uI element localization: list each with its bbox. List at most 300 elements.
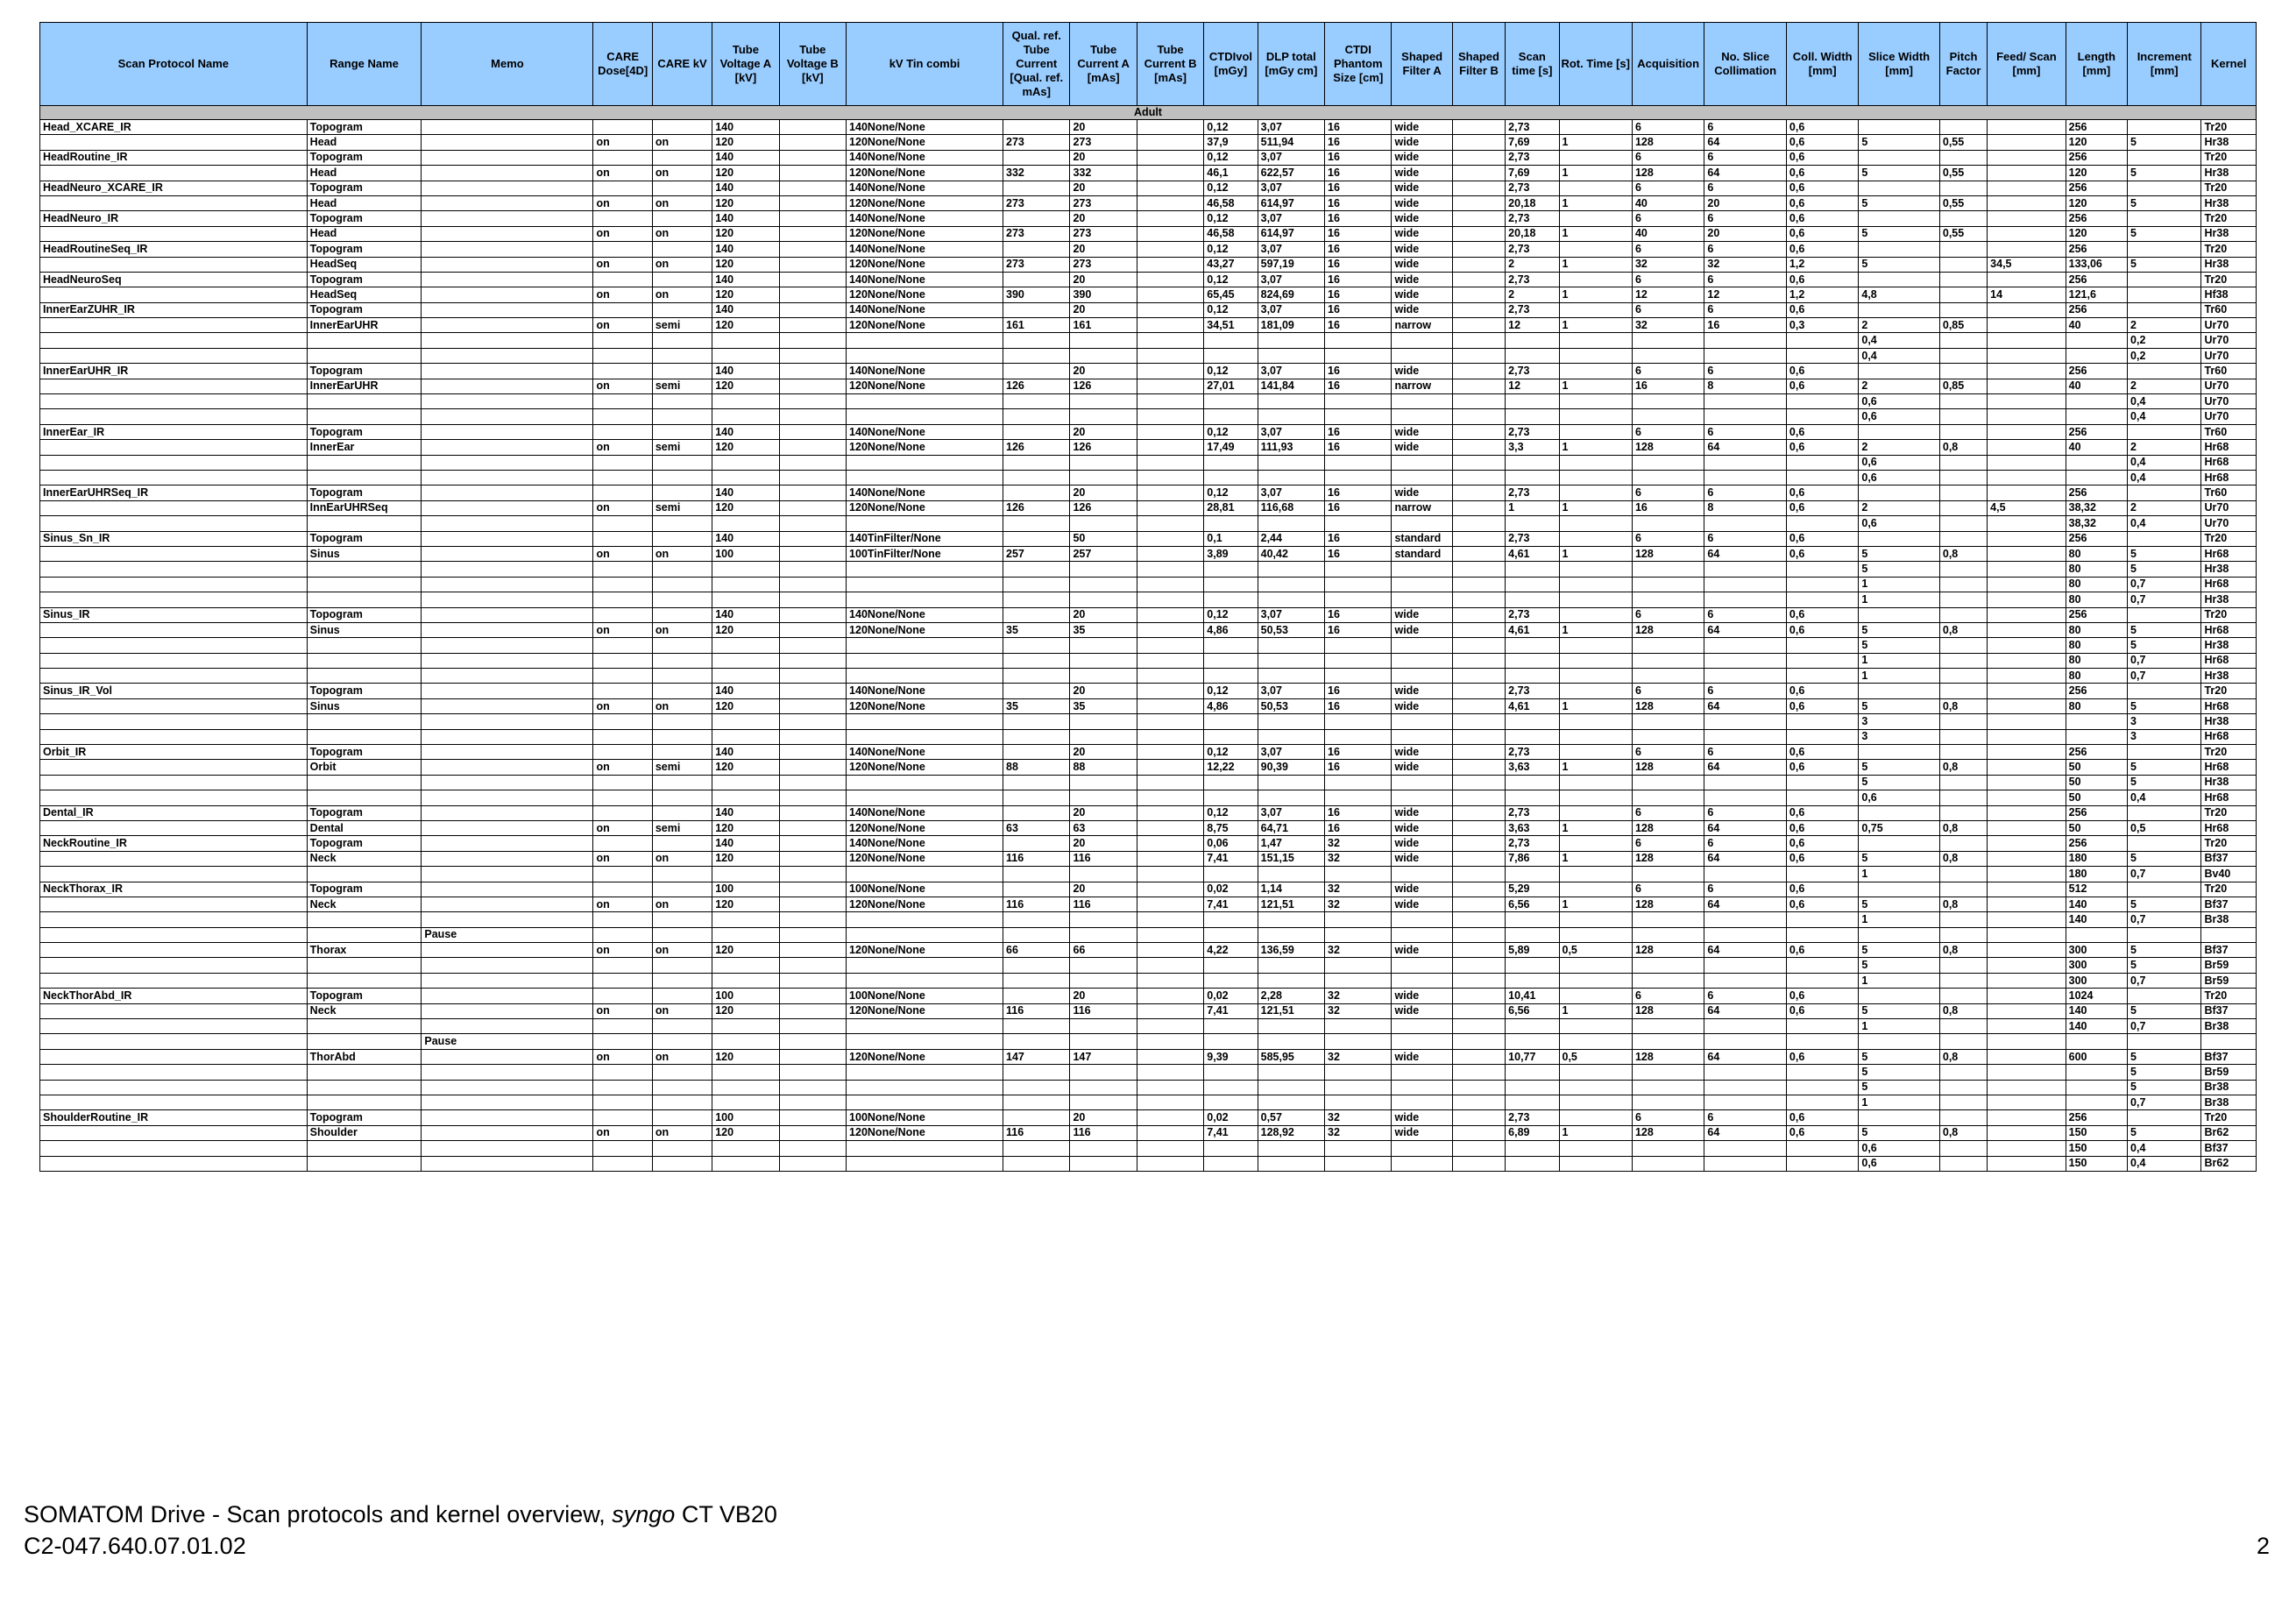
table-cell: 2,73 [1506,302,1559,317]
table-cell: wide [1392,135,1452,150]
table-cell [1070,1019,1137,1034]
table-cell: 116 [1070,851,1137,866]
table-cell: Ur70 [2201,394,2257,409]
table-cell: 0,6 [1786,805,1858,820]
table-cell: Neck [307,897,422,911]
table-cell: Hr68 [2201,546,2257,561]
table-cell: 1 [1559,379,1632,393]
table-cell [1988,882,2066,897]
table-cell [1003,805,1070,820]
table-cell [1070,775,1137,790]
table-cell: 32 [1325,943,1392,958]
table-cell: on [652,1003,712,1018]
table-cell [1632,1065,1704,1080]
table-cell: Orbit [307,760,422,775]
table-cell: 3,07 [1258,364,1324,379]
table-cell [1559,1065,1632,1080]
table-cell: 35 [1003,622,1070,637]
table-cell: 4,5 [1988,500,2066,515]
table-cell [652,882,712,897]
table-cell: 0,55 [1939,135,1987,150]
table-cell: 32 [1325,851,1392,866]
table-cell [1137,1125,1203,1140]
table-cell [1452,973,1505,988]
table-cell [1988,226,2066,241]
column-header: Coll. Width [mm] [1786,23,1858,106]
table-row [40,973,2257,988]
table-cell [1137,318,1203,333]
table-cell: 128 [1632,1049,1704,1064]
table-row [40,745,2257,760]
table-cell [1452,958,1505,973]
table-cell [1070,409,1137,424]
table-cell: Ur70 [2201,409,2257,424]
table-cell [422,1049,593,1064]
table-cell [779,1156,846,1171]
table-cell [1070,729,1137,744]
table-cell [1988,912,2066,927]
table-cell: 5 [2128,135,2201,150]
table-cell [1452,1003,1505,1018]
table-cell: 120 [712,1125,779,1140]
table-cell: 3,63 [1506,820,1559,835]
table-cell: 0,02 [1204,1110,1258,1125]
table-cell [1003,1141,1070,1156]
table-cell [1988,333,2066,348]
table-cell: 511,94 [1258,135,1324,150]
table-cell: 0,8 [1939,698,1987,713]
table-cell [779,485,846,500]
table-cell [1258,958,1324,973]
table-cell [1137,1080,1203,1095]
table-cell: 80 [2066,622,2127,637]
table-cell: 16 [1325,607,1392,622]
table-cell [1988,1095,2066,1110]
table-cell [1392,912,1452,927]
table-cell: 50 [2066,760,2127,775]
table-cell: 1 [1859,867,1940,882]
table-cell: 120 [712,500,779,515]
table-cell [1939,775,1987,790]
table-cell [1003,867,1070,882]
table-cell: 128 [1632,760,1704,775]
table-cell: 0,7 [2128,1095,2201,1110]
table-cell: 5 [2128,760,2201,775]
table-cell [1070,867,1137,882]
table-cell [2128,989,2201,1003]
table-cell [1704,562,1787,577]
table-cell [2066,455,2127,470]
table-cell: Hr68 [2201,470,2257,485]
table-cell [1988,989,2066,1003]
table-cell: 256 [2066,485,2127,500]
table-cell [1859,684,1940,698]
table-cell [1988,958,2066,973]
table-cell [1939,1156,1987,1171]
table-cell: 6 [1704,745,1787,760]
table-cell: on [593,440,652,455]
table-cell [1859,836,1940,851]
table-cell [422,424,593,439]
table-cell [1452,867,1505,882]
table-cell: HeadSeq [307,287,422,302]
table-cell: 0,06 [1204,836,1258,851]
table-cell [1452,912,1505,927]
table-cell: 2,73 [1506,364,1559,379]
table-cell [1939,272,1987,287]
table-cell: 126 [1070,440,1137,455]
table-cell [652,653,712,668]
table-cell [847,1156,1003,1171]
table-cell: 1,47 [1258,836,1324,851]
table-cell [1632,714,1704,729]
table-cell [1988,927,2066,942]
table-cell: Hr38 [2201,257,2257,272]
table-cell [1704,1141,1787,1156]
table-cell: Topogram [307,150,422,165]
table-cell: Bf37 [2201,897,2257,911]
table-cell [1452,622,1505,637]
table-cell [1137,166,1203,181]
table-cell [1137,943,1203,958]
table-cell: 256 [2066,150,2127,165]
table-cell: 6 [1632,424,1704,439]
table-cell: 16 [1325,500,1392,515]
table-cell: 128 [1632,440,1704,455]
table-cell: 5 [1859,760,1940,775]
table-cell [1258,973,1324,988]
table-cell [1137,272,1203,287]
table-cell: 120None/None [847,1049,1003,1064]
table-cell [847,577,1003,592]
table-cell: Orbit_IR [40,745,308,760]
table-cell: 140 [712,181,779,195]
table-cell [1204,1065,1258,1080]
table-cell [779,1125,846,1140]
table-cell [779,882,846,897]
table-row [40,470,2257,485]
table-cell: 80 [2066,546,2127,561]
table-cell [1786,775,1858,790]
table-cell [1939,470,1987,485]
table-cell [1325,669,1392,684]
table-cell [1939,1141,1987,1156]
table-cell: 0,4 [2128,790,2201,805]
table-cell: 5 [2128,546,2201,561]
column-header: CARE Dose[4D] [593,23,652,106]
table-cell [1939,150,1987,165]
column-header: Scan Protocol Name [40,23,308,106]
table-cell: 2 [2128,379,2201,393]
table-cell: 40 [1632,195,1704,210]
table-cell [1392,577,1452,592]
table-cell [40,760,308,775]
table-cell: 0,8 [1939,943,1987,958]
table-cell [40,166,308,181]
table-cell: 120 [712,379,779,393]
table-cell: 2,73 [1506,745,1559,760]
table-cell [712,653,779,668]
table-cell: 0,6 [1786,607,1858,622]
table-cell: 16 [1325,318,1392,333]
table-cell: 35 [1070,698,1137,713]
table-cell [1452,653,1505,668]
table-row [40,592,2257,607]
column-header: Length [mm] [2066,23,2127,106]
table-cell [1325,638,1392,653]
table-cell: Topogram [307,242,422,257]
table-cell: 257 [1070,546,1137,561]
table-cell [1632,790,1704,805]
table-cell [40,714,308,729]
table-cell [1392,409,1452,424]
table-cell [2128,181,2201,195]
table-cell [712,1095,779,1110]
table-cell: 140 [712,805,779,820]
table-cell [1452,546,1505,561]
table-cell: 2,44 [1258,531,1324,546]
table-cell: Hr68 [2201,820,2257,835]
table-cell [422,745,593,760]
table-cell [1392,1065,1452,1080]
table-row [40,1125,2257,1140]
table-cell [422,120,593,135]
table-cell: 622,57 [1258,166,1324,181]
table-cell [1003,272,1070,287]
table-cell [593,1156,652,1171]
table-cell [652,684,712,698]
table-cell [1003,1019,1070,1034]
table-cell [1939,745,1987,760]
table-cell [307,653,422,668]
table-cell: 128 [1632,135,1704,150]
table-cell [1452,1065,1505,1080]
table-cell: wide [1392,760,1452,775]
table-cell [779,166,846,181]
table-cell: 64 [1704,1003,1787,1018]
table-row [40,897,2257,911]
table-cell [1258,1141,1324,1156]
table-cell: 1 [1559,318,1632,333]
table-cell [1003,1110,1070,1125]
table-cell [779,805,846,820]
table-cell: 0,7 [2128,653,2201,668]
table-cell [1452,302,1505,317]
table-cell: on [652,546,712,561]
table-cell: 3,07 [1258,181,1324,195]
table-cell: 0,12 [1204,302,1258,317]
table-cell: 120 [712,760,779,775]
table-cell: 0,4 [1859,348,1940,363]
table-cell [1939,638,1987,653]
table-cell [1939,348,1987,363]
table-cell [712,1019,779,1034]
table-cell: 0,6 [1859,394,1940,409]
table-cell [1452,379,1505,393]
table-cell [1392,1095,1452,1110]
table-row [40,364,2257,379]
table-cell [1452,1049,1505,1064]
table-cell: 120None/None [847,226,1003,241]
table-cell: 126 [1003,500,1070,515]
table-cell: Hr68 [2201,729,2257,744]
table-cell: 5 [1859,958,1940,973]
table-row [40,912,2257,927]
table-cell [2066,1034,2127,1049]
table-cell [593,242,652,257]
table-cell: Tr20 [2201,150,2257,165]
table-cell [1137,669,1203,684]
table-cell: 20 [1070,150,1137,165]
table-cell: on [593,1003,652,1018]
table-cell: 273 [1070,195,1137,210]
table-cell [1392,1156,1452,1171]
table-cell: 273 [1070,135,1137,150]
table-cell: 27,01 [1204,379,1258,393]
table-cell [593,958,652,973]
table-cell: 32 [1325,897,1392,911]
table-cell: 0,5 [1559,1049,1632,1064]
table-cell: 4,61 [1506,546,1559,561]
table-cell [1939,592,1987,607]
table-cell: Head [307,135,422,150]
table-cell [1939,653,1987,668]
table-cell: 126 [1003,440,1070,455]
table-cell: 6 [1704,150,1787,165]
table-cell: semi [652,500,712,515]
table-cell: 2 [2128,500,2201,515]
table-cell [2066,927,2127,942]
table-cell [1392,669,1452,684]
table-cell [1506,516,1559,531]
table-cell: 16 [1632,500,1704,515]
table-cell: InnerEarUHR [307,379,422,393]
table-cell [652,745,712,760]
table-cell: 6 [1704,120,1787,135]
table-cell [1559,1141,1632,1156]
table-cell [1786,470,1858,485]
table-cell [652,409,712,424]
table-cell [712,348,779,363]
table-cell [40,958,308,973]
table-cell: on [652,1125,712,1140]
table-cell: 5 [1859,851,1940,866]
table-cell [307,775,422,790]
footer-document-code: C2-047.640.07.01.02 [24,1533,246,1559]
table-cell: 6 [1632,836,1704,851]
table-cell: wide [1392,745,1452,760]
table-cell [1988,562,2066,577]
table-cell [847,775,1003,790]
table-cell: 120None/None [847,698,1003,713]
table-cell [1003,592,1070,607]
table-cell [1452,1110,1505,1125]
table-row [40,531,2257,546]
table-cell: 5 [2128,166,2201,181]
table-cell [1559,958,1632,973]
table-cell [593,607,652,622]
table-cell [712,394,779,409]
table-cell [422,577,593,592]
table-cell: 161 [1003,318,1070,333]
table-cell: 2,73 [1506,242,1559,257]
table-cell: 20 [1070,684,1137,698]
table-cell: 140TinFilter/None [847,531,1003,546]
table-cell [1988,669,2066,684]
table-cell [1988,1034,2066,1049]
table-cell [1939,1110,1987,1125]
table-cell [1988,790,2066,805]
table-cell [1258,729,1324,744]
table-cell: 6 [1704,684,1787,698]
table-cell [40,562,308,577]
table-cell [1988,1141,2066,1156]
table-cell [1392,973,1452,988]
table-cell [1704,516,1787,531]
table-cell [40,820,308,835]
table-cell [779,226,846,241]
table-cell: 128 [1632,546,1704,561]
table-cell [1704,912,1787,927]
table-cell: 16 [1325,546,1392,561]
table-cell: 0,6 [1786,379,1858,393]
table-cell: 1 [1559,1125,1632,1140]
table-cell: 5 [1859,1080,1940,1095]
table-cell [593,531,652,546]
table-cell [1204,714,1258,729]
table-cell [40,1065,308,1080]
table-cell: 16 [1325,684,1392,698]
table-cell [1003,242,1070,257]
table-cell [422,1019,593,1034]
table-cell: 120None/None [847,943,1003,958]
table-cell [1070,638,1137,653]
table-cell [1988,653,2066,668]
table-cell: 0,8 [1939,1125,1987,1140]
table-cell: 1 [1506,500,1559,515]
table-cell [1704,1034,1787,1049]
table-cell [1506,867,1559,882]
table-cell [652,348,712,363]
table-cell [1258,1065,1324,1080]
table-cell [1258,394,1324,409]
table-cell: 0,6 [1786,150,1858,165]
table-cell: 140None/None [847,302,1003,317]
table-cell: 16 [1325,195,1392,210]
table-cell: Br38 [2201,1080,2257,1095]
table-cell [1137,485,1203,500]
table-cell [1786,1080,1858,1095]
table-cell [593,1095,652,1110]
table-cell: Bv40 [2201,867,2257,882]
table-cell [1988,729,2066,744]
table-cell [1137,455,1203,470]
table-cell: 32 [1325,1003,1392,1018]
table-cell: 120None/None [847,166,1003,181]
table-cell [1632,1080,1704,1095]
table-cell [1506,333,1559,348]
table-cell [779,135,846,150]
table-cell: 116 [1070,1003,1137,1018]
table-cell [1392,1141,1452,1156]
table-cell: 5 [2128,1080,2201,1095]
table-cell: 20,18 [1506,195,1559,210]
table-cell [712,927,779,942]
table-cell: wide [1392,684,1452,698]
table-cell [1786,958,1858,973]
table-cell [1325,867,1392,882]
table-cell [1786,1065,1858,1080]
